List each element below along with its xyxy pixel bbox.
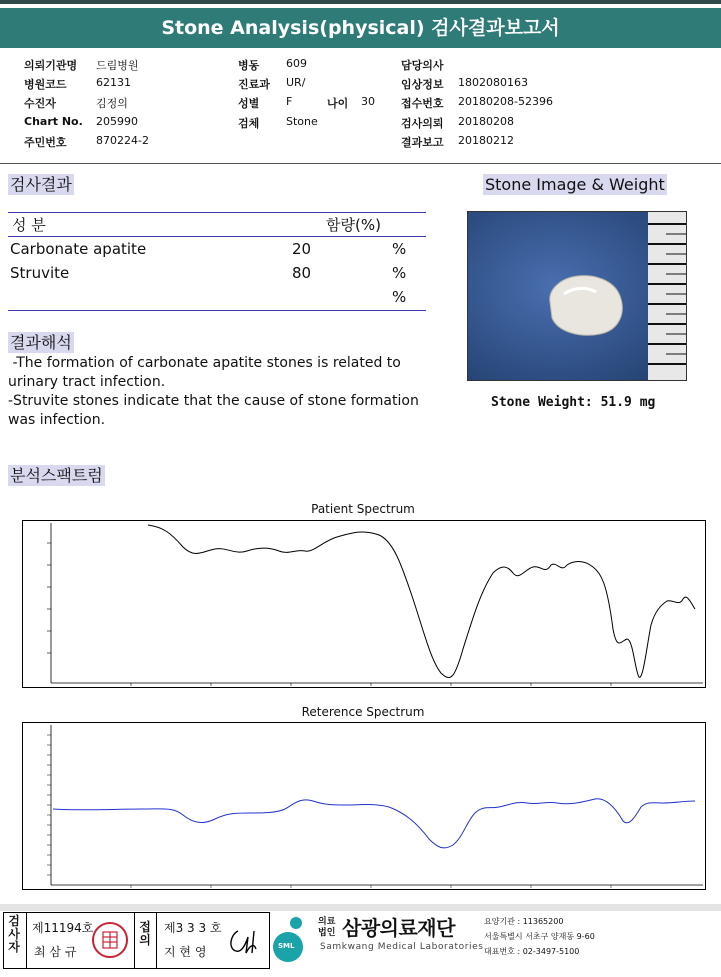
info-value: 609 [286,57,307,70]
box-divider [156,913,157,968]
info-label: 접수번호 [401,97,444,110]
footer-divider [0,904,721,911]
column-header-content: 함량(%) [326,216,381,234]
signature-box [3,912,270,969]
result-component-name: Carbonate apatite [10,240,147,258]
interpretation-line: urinary tract infection. [8,374,166,390]
info-label: 의뢰기관명 [24,59,78,72]
info-label: 검체 [238,117,260,130]
column-header-component: 성 분 [12,216,46,234]
org-type-1: 의료 [318,917,336,927]
result-content-value: 80 [292,264,312,282]
box-divider [134,913,135,968]
info-label: 수진자 [24,97,56,110]
patient-spectrum-chart [22,520,706,688]
result-unit: % [392,264,407,282]
logo-badge-text: SML [278,942,295,950]
info-value: 20180208-52396 [458,95,553,108]
result-unit: % [392,288,407,306]
reference-spectrum-title: Reterence Spectrum [301,705,425,719]
spectrum-section-title: 분석스팩트럼 [10,466,103,485]
info-value: 30 [361,95,375,108]
interpretation-line: -Struvite stones indicate that the cause of stone formation [8,393,419,409]
interpretation-title: 결과해석 [10,333,72,352]
info-value: F [286,95,293,108]
info-value: Stone [286,115,318,128]
table-top-rule [8,212,426,213]
signature-icon [224,923,264,959]
org-english-name: Samkwang Medical Laboratories [320,942,484,952]
results-section-title: 검사결과 [10,175,72,194]
result-unit: % [392,240,407,258]
receiver-label: 접의 [139,920,151,947]
info-value: 62131 [96,76,131,89]
interpretation-line: was infection. [8,412,106,428]
info-label: 담당의사 [401,59,444,72]
info-divider [0,163,721,164]
reference-spectrum-chart [22,722,706,890]
contact-phone: 대표번호 : 02-3497-5100 [484,947,580,956]
patient-spectrum-title: Patient Spectrum [311,502,415,516]
receiver-license: 제3 3 3 호 [164,921,222,935]
top-rule [0,0,721,4]
company-logo [272,914,314,964]
info-value: 20180212 [458,134,514,147]
info-value: 드림병원 [96,59,139,72]
inspector-name: 최 삼 규 [34,945,77,959]
info-value: 870224-2 [96,134,149,147]
report-title: Stone Analysis(physical) 검사결과보고서 [0,8,721,48]
info-value: UR/ [286,76,306,89]
info-label: Chart No. [24,115,83,128]
inspector-label: 검사자 [8,914,20,954]
seal-icon [94,924,126,956]
logo-icon [272,914,314,964]
info-value: 20180208 [458,115,514,128]
inspector-seal [92,922,128,958]
table-header-rule [8,236,426,237]
stone-photo-illustration [468,212,686,380]
info-label: 병원코드 [24,78,67,91]
stone-weight: Stone Weight: 51.9 mg [491,395,656,410]
stone-photo [467,211,687,381]
contact-address: 서울특별시 서초구 양재동 9-60 [484,932,595,941]
result-component-name: Struvite [10,264,70,282]
info-label: 병동 [238,59,260,72]
box-divider [26,913,27,968]
org-type-2: 법인 [318,928,336,938]
contact-code: 요양기관 : 11365200 [484,917,564,926]
receiver-name: 지 현 영 [164,945,207,959]
info-label: 진료과 [238,78,270,91]
info-label: 나이 [327,97,349,110]
info-label: 임상정보 [401,78,444,91]
image-section-title: Stone Image & Weight [485,175,665,194]
inspector-license: 제11194호 [32,921,94,935]
table-bottom-rule [8,310,426,311]
patient-spectrum-plot [23,521,705,687]
info-label: 주민번호 [24,136,67,149]
info-value: 1802080163 [458,76,528,89]
info-label: 성별 [238,97,260,110]
info-label: 검사의뢰 [401,117,444,130]
result-content-value: 20 [292,240,312,258]
info-value: 205990 [96,115,138,128]
org-name: 삼광의료재단 [342,916,455,940]
interpretation-line: -The formation of carbonate apatite stones is related to [8,355,401,371]
info-label: 결과보고 [401,136,444,149]
info-value: 김정의 [96,97,128,110]
reference-spectrum-plot [23,723,705,889]
